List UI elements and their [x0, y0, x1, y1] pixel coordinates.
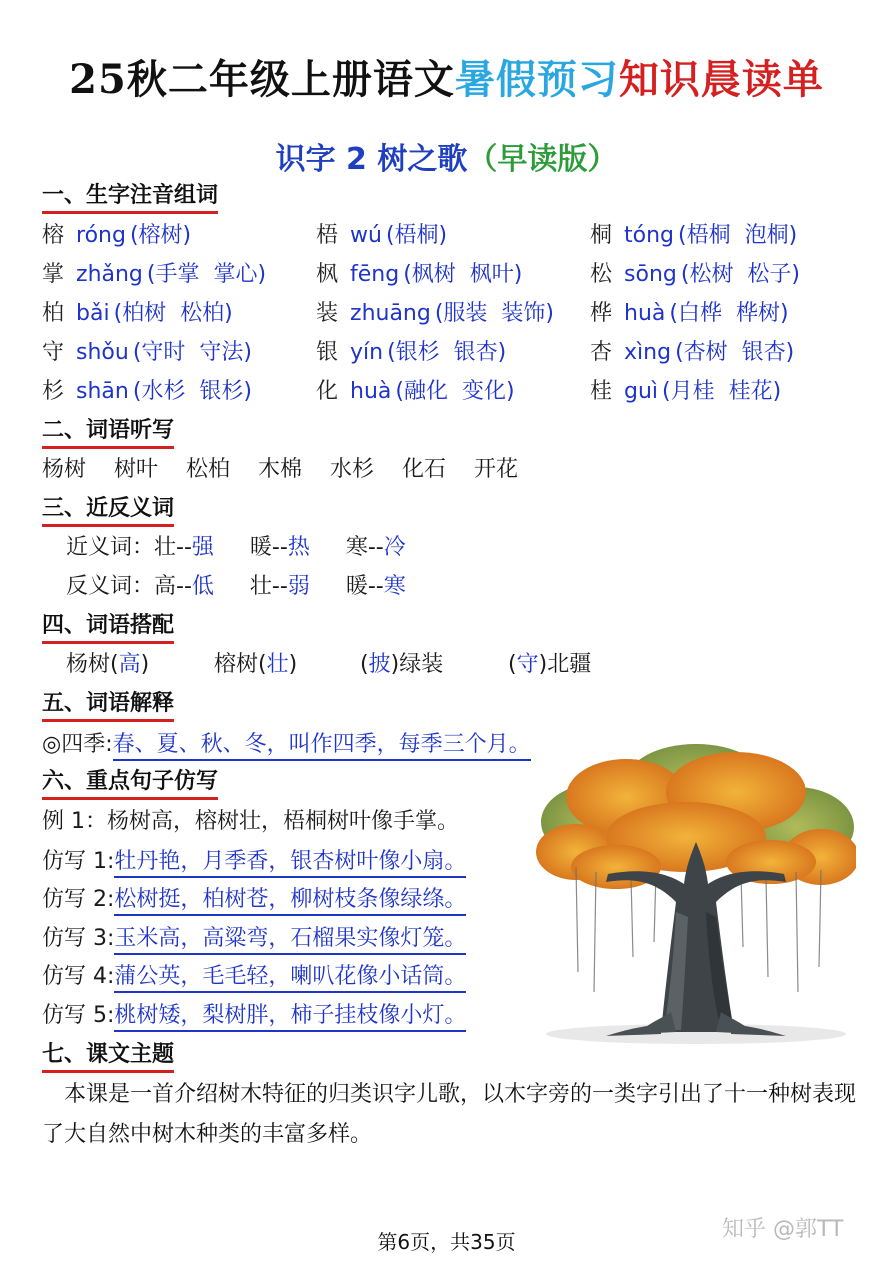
collocation-answer: 高 [118, 652, 141, 677]
pinyin: shǒu [76, 340, 129, 365]
word-group: (梧桐) [385, 223, 448, 248]
word-group: (松树 松子) [680, 262, 801, 287]
character: 掌 [42, 262, 65, 287]
dictation-word: 杨树 [42, 457, 87, 482]
collocation-text: ) [140, 652, 150, 677]
collocation-text: )北疆 [538, 652, 592, 677]
pinyin: tóng [624, 223, 675, 248]
dictation-word: 化石 [402, 457, 447, 482]
character: 柏 [42, 301, 65, 326]
character-entry [590, 378, 781, 406]
character-entry [590, 261, 800, 289]
character-entry [42, 339, 252, 367]
word-group: (服装 装饰) [434, 301, 554, 326]
pinyin: zhǎng [76, 262, 143, 287]
collocation-text: )绿装 [390, 652, 444, 677]
antonym-answer: 弱 [287, 574, 310, 599]
antonym-label: 反义词： [66, 574, 155, 599]
collocation-text: 杨树( [66, 652, 119, 677]
character: 桦 [590, 301, 613, 326]
collocation-text: ( [360, 652, 369, 677]
pinyin: huà [350, 379, 392, 404]
banyan-tree-illustration [536, 742, 856, 1047]
antonym-word: 壮-- [249, 574, 288, 599]
character-entry [316, 378, 515, 406]
collocation-text: ) [288, 652, 298, 677]
word-group: (榕树) [129, 223, 192, 248]
pinyin: shān [76, 379, 129, 404]
title-part3: 知识晨读单 [618, 56, 824, 103]
synonym-answer: 强 [191, 535, 214, 560]
collocation-item [360, 651, 443, 679]
word-group: (手掌 掌心) [146, 262, 267, 287]
character: 化 [316, 379, 339, 404]
character-entry [316, 261, 522, 289]
sentence-label: 例 1： [42, 809, 107, 834]
word-group: (柏树 松柏) [113, 301, 233, 326]
sentence-answer: 玉米高，高粱弯，石榴果实像灯笼。 [114, 926, 466, 955]
sentence-label: 仿写 5: [42, 1003, 115, 1028]
character-entry [316, 339, 506, 367]
pinyin: wú [350, 223, 382, 248]
character-entry [590, 339, 794, 367]
sentence-answer: 松树挺，柏树苍，柳树枝条像绿绦。 [114, 887, 466, 916]
word-group: (白桦 桦树) [669, 301, 789, 326]
character: 梧 [316, 223, 339, 248]
antonym-word: 高-- [154, 574, 192, 599]
lesson-version: （早读版） [467, 142, 618, 177]
antonym-row [66, 573, 406, 601]
character-entry [42, 300, 233, 328]
synonym-answer: 冷 [383, 535, 406, 560]
watermark: 知乎 @郭TT [722, 1217, 844, 1242]
word-group: (月桂 桂花) [662, 379, 782, 404]
section-heading-theme: 七、课文主题 [42, 1042, 174, 1073]
character-entry [316, 222, 447, 250]
pinyin: xìng [624, 340, 672, 365]
title-part1: 25秋二年级上册语文 [69, 56, 455, 103]
pinyin: róng [76, 223, 126, 248]
dictation-word: 松柏 [186, 457, 231, 482]
word-group: (梧桐 泡桐) [678, 223, 798, 248]
character: 装 [316, 301, 339, 326]
lesson-name: 识字 2 树之歌 [275, 142, 468, 177]
sentence-label: 仿写 3: [42, 926, 115, 951]
sentence-imitation [42, 848, 466, 876]
sentence-imitation [42, 1002, 466, 1030]
section-heading-characters: 一、生字注音组词 [42, 183, 218, 214]
word-group: (水杉 银杉) [132, 379, 253, 404]
explanation-prefix: ◎四季: [42, 732, 113, 757]
sentence-example [42, 808, 459, 836]
explanation-text: 春、夏、秋、冬，叫作四季，每季三个月。 [113, 732, 531, 761]
explanation-row [42, 731, 531, 759]
synonym-word: 暖-- [249, 535, 288, 560]
collocation-item [508, 651, 591, 679]
synonym-label: 近义词： [66, 535, 155, 560]
character: 松 [590, 262, 613, 287]
character-entry [590, 300, 789, 328]
antonym-answer: 寒 [383, 574, 406, 599]
pinyin: yín [350, 340, 384, 365]
sentence-label: 仿写 4: [42, 964, 115, 989]
sentence-answer: 蒲公英，毛毛轻，喇叭花像小话筒。 [114, 964, 466, 993]
collocation-answer: 披 [368, 652, 391, 677]
lesson-title [0, 134, 893, 178]
antonym-word: 暖-- [345, 574, 384, 599]
synonym-answer: 热 [287, 535, 310, 560]
section-heading-synonyms-antonyms: 三、近反义词 [42, 496, 174, 527]
theme-paragraph: 本课是一首介绍树木特征的归类识字儿歌，以木字旁的一类字引出了十一种树表现了大自然中树木种类的丰富多样。 [42, 1082, 857, 1147]
sentence-imitation [42, 925, 466, 953]
sentence-label: 仿写 2: [42, 887, 115, 912]
pinyin: zhuāng [350, 301, 431, 326]
section-heading-sentences: 六、重点句子仿写 [42, 769, 218, 800]
section-heading-explanation: 五、词语解释 [42, 691, 174, 722]
character-entry [42, 378, 252, 406]
sentence-answer: 桃树矮，梨树胖，柿子挂枝像小灯。 [114, 1003, 466, 1032]
character: 银 [316, 340, 339, 365]
collocation-item [66, 651, 149, 679]
antonym-answer: 低 [191, 574, 214, 599]
word-group: (枫树 枫叶) [403, 262, 523, 287]
collocation-text: 榕树( [214, 652, 267, 677]
page-number: 第6页，共35页 [377, 1230, 516, 1254]
word-group: (银杉 银杏) [387, 340, 507, 365]
character-entry [42, 261, 266, 289]
character: 桂 [590, 379, 613, 404]
character-entry [316, 300, 554, 328]
character: 枫 [316, 262, 339, 287]
character-entry [42, 222, 191, 250]
collocation-item [214, 651, 297, 679]
section-heading-collocations: 四、词语搭配 [42, 613, 174, 644]
synonym-row [66, 534, 406, 562]
pinyin: bǎi [76, 301, 110, 326]
pinyin: guì [624, 379, 659, 404]
collocation-answer: 壮 [266, 652, 289, 677]
sentence-answer: 牡丹艳，月季香，银杏树叶像小扇。 [114, 849, 466, 878]
pinyin: huà [624, 301, 666, 326]
synonym-word: 壮-- [154, 535, 192, 560]
sentence-imitation [42, 886, 466, 914]
sentence-label: 仿写 1: [42, 849, 115, 874]
sentence-imitation [42, 963, 466, 991]
character-entry [590, 222, 797, 250]
synonym-word: 寒-- [345, 535, 384, 560]
title-part2: 暑假预习 [454, 56, 619, 103]
word-group: (杏树 银杏) [675, 340, 795, 365]
dictation-word: 树叶 [114, 457, 159, 482]
pinyin: sōng [624, 262, 677, 287]
collocation-answer: 守 [516, 652, 539, 677]
pinyin: fēng [350, 262, 400, 287]
page-title [0, 48, 893, 105]
character: 榕 [42, 223, 65, 248]
dictation-word: 开花 [474, 457, 519, 482]
section-heading-dictation: 二、词语听写 [42, 418, 174, 449]
word-group: (融化 变化) [395, 379, 515, 404]
character: 桐 [590, 223, 613, 248]
sentence-text: 杨树高，榕树壮，梧桐树叶像手掌。 [107, 809, 460, 834]
character: 杏 [590, 340, 613, 365]
word-group: (守时 守法) [132, 340, 252, 365]
character: 守 [42, 340, 65, 365]
dictation-word: 水杉 [330, 457, 375, 482]
character: 杉 [42, 379, 65, 404]
dictation-word: 木棉 [258, 457, 303, 482]
collocation-text: ( [508, 652, 517, 677]
